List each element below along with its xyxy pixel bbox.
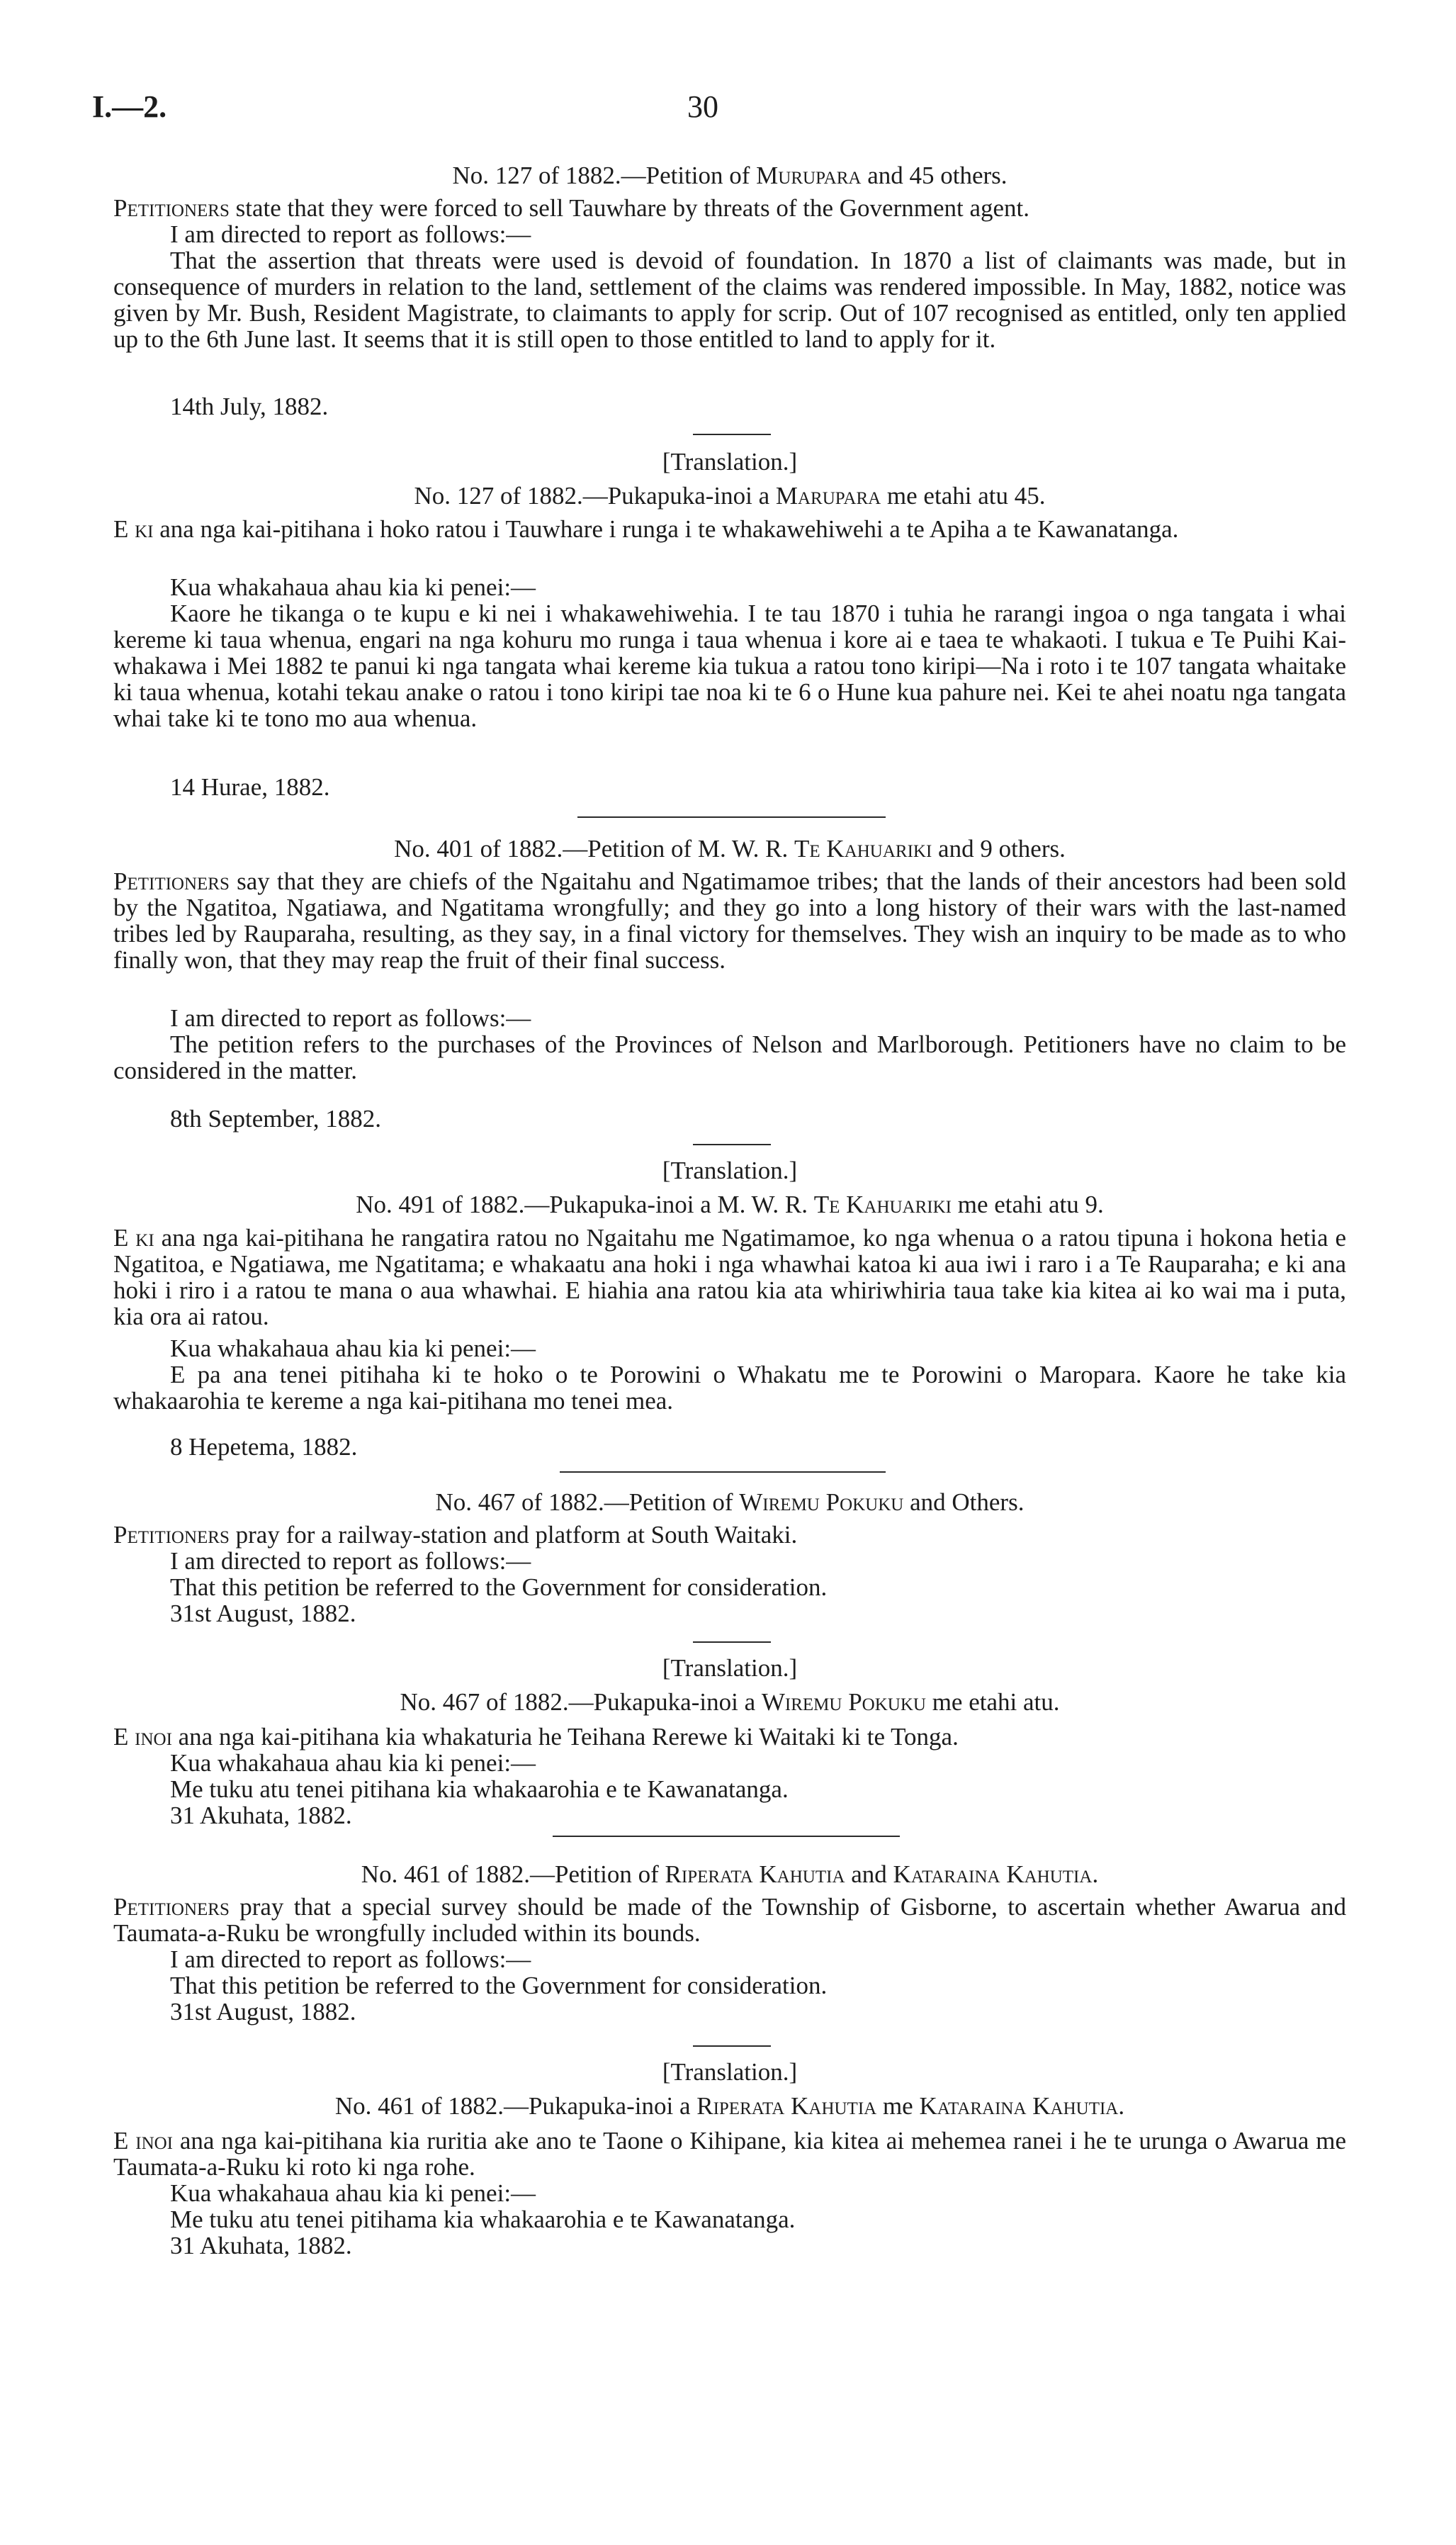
translation-report: Me tuku atu tenei pitihama kia whakaarohia e te Kawanatanga.	[170, 2206, 796, 2233]
section-divider	[577, 816, 886, 818]
report-text: That this petition be referred to the Government for consideration.	[170, 1573, 828, 1601]
translation-date: 31 Akuhata, 1882.	[170, 2232, 352, 2259]
translation-summary: E inoi ana nga kai-pitihana kia ruritia ake ano te Taone o Kihipane, kia kitea ai mehemea ranei i he te urunga o Awarua me Taumata-a-Ruku ki roto ki nga rohe.	[113, 2127, 1347, 2181]
short-divider	[693, 1641, 771, 1643]
section-divider	[553, 1836, 900, 1837]
series-reference: I.—2.	[92, 89, 167, 124]
petition-title: No. 401 of 1882.—Petition of M. W. R. Te Kahuariki and 9 others.	[394, 835, 1066, 863]
translation-title: No. 467 of 1882.—Pukapuka-inoi a Wiremu Pokuku me etahi atu.	[400, 1688, 1060, 1716]
translation-label: [Translation.]	[662, 1157, 798, 1184]
report-date: 31st August, 1882.	[170, 1998, 356, 2026]
petitioner-name: Riperata Kahutia	[665, 1860, 845, 1888]
petition-summary: Petitioners pray that a special survey should be made of the Township of Gisborne, to ascertain whether Awarua and Taumata-a-Ruku be wrongfully included within its bounds.	[113, 1893, 1346, 1947]
translation-date: 8 Hepetema, 1882.	[170, 1433, 358, 1461]
petitioner-name: Murupara	[756, 162, 862, 189]
petition-title: No. 127 of 1882.—Petition of Murupara and 45 others.	[452, 162, 1008, 189]
translation-label: [Translation.]	[662, 2058, 798, 2086]
translation-report: Kaore he tikanga o te kupu e ki nei i whakawehiwehia. I te tau 1870 i tuhia he rarangi ingoa o nga tangata i whai kereme ki taua whenua, engari na nga kohuru mo runga i taua whenua i kore ai e taea te whakaoti. I tukua e Te Puihi Kai-whakawa i Mei 1882 te panui ki nga tangata whai kereme kia tukua a ratou tono kiripi—Na i roto i te 107 tangata whaitake ki taua whenua, kotahi tekau anake o ratou i tono kiripi tae noa ki te 6 o Hune kua pahure nei. Kei te ahei noatu nga tangata whai take ki te tono mo aua whenua.	[113, 600, 1346, 732]
translation-date: 31 Akuhata, 1882.	[170, 1802, 352, 1829]
petition-summary: Petitioners state that they were forced to sell Tauwhare by threats of the Government agent.	[113, 194, 1030, 222]
report-directive: I am directed to report as follows:—	[170, 220, 531, 248]
translation-title: No. 127 of 1882.—Pukapuka-inoi a Marupara me etahi atu 45.	[414, 482, 1046, 510]
translation-directive: Kua whakahaua ahau kia ki penei:—	[170, 1749, 536, 1777]
report-text: That the assertion that threats were used is devoid of foundation. In 1870 a list of claimants was made, but in consequence of murders in relation to the land, settlement of the claims was rendered impossible. In May, 1882, notice was given by Mr. Bush, Resident Magistrate, to claimants to apply for scrip. Out of 107 recognised as entitled, only ten applied up to the 6th June last. It seems that it is still open to those entitled to land to apply for it.	[113, 247, 1346, 353]
short-divider	[693, 434, 771, 435]
section-divider	[560, 1471, 886, 1473]
petitioner-name: Wiremu Pokuku	[739, 1488, 904, 1516]
petition-title: No. 461 of 1882.—Petition of Riperata Kahutia and Kataraina Kahutia.	[361, 1860, 1099, 1888]
petition-title: No. 467 of 1882.—Petition of Wiremu Pokuku and Others.	[435, 1488, 1025, 1516]
translation-summary: E ki ana nga kai-pitihana he rangatira ratou no Ngaitahu me Ngatimamoe, ko nga whenua o a ratou tipuna i hokona hetia e Ngatitoa, e Ngatiawa, me Ngatitama; e whakaatu ana hoki i nga whawhai katoa ki aua iwi i raro i a Te Rauparaha; e ki ana hoki i riro i a ratou te mana o aua whawhai. E hiahia ana ratou kia ata whiriwhiria taua take kia kitea ai ko wai ma i puta, kia ora ai ratou.	[113, 1224, 1346, 1330]
petition-summary: Petitioners say that they are chiefs of the Ngaitahu and Ngatimamoe tribes; that the lands of their ancestors had been sold by the Ngatitoa, Ngatiawa, and Ngatitama wrongfully; and they go into a long history of their wars with the last-named tribes led by Rauparaha, resulting, as they say, in a final victory for themselves. They wish an inquiry to be made as to who finally won, that they may reap the fruit of their final success.	[113, 867, 1346, 974]
translation-report: E pa ana tenei pitihaha ki te hoko o te Porowini o Whakatu me te Porowini o Maropara. Kaore he take kia whakaarohia te kereme a nga kai-pitihana mo tenei mea.	[113, 1361, 1346, 1415]
translation-label: [Translation.]	[662, 448, 798, 476]
report-date: 8th September, 1882.	[170, 1105, 381, 1133]
petition-summary: Petitioners pray for a railway-station and platform at South Waitaki.	[113, 1521, 798, 1549]
translation-title: No. 461 of 1882.—Pukapuka-inoi a Riperata Kahutia me Kataraina Kahutia.	[334, 2092, 1125, 2120]
report-text: That this petition be referred to the Government for consideration.	[170, 1972, 828, 1999]
report-directive: I am directed to report as follows:—	[170, 1547, 531, 1575]
report-directive: I am directed to report as follows:—	[170, 1945, 531, 1973]
report-date: 14th July, 1882.	[170, 393, 329, 420]
translation-directive: Kua whakahaua ahau kia ki penei:—	[170, 573, 536, 601]
translation-summary: E inoi ana nga kai-pitihana kia whakaturia he Teihana Rerewe ki Waitaki ki te Tonga.	[113, 1723, 959, 1751]
translation-directive: Kua whakahaua ahau kia ki penei:—	[170, 1335, 536, 1362]
translation-title: No. 491 of 1882.—Pukapuka-inoi a M. W. R. Te Kahuariki me etahi atu 9.	[356, 1191, 1104, 1218]
translation-report: Me tuku atu tenei pitihana kia whakaarohia e te Kawanatanga.	[170, 1775, 789, 1803]
translation-summary: E ki ana nga kai-pitihana i hoko ratou i Tauwhare i runga i te whakawehiwehi a te Apiha a te Kawanatanga.	[113, 515, 1179, 543]
translation-label: [Translation.]	[662, 1654, 798, 1682]
petitioner-name: Te Kahuariki	[794, 835, 932, 863]
translation-directive: Kua whakahaua ahau kia ki penei:—	[170, 2179, 536, 2207]
page-number: 30	[687, 89, 718, 124]
short-divider	[693, 2045, 771, 2047]
report-directive: I am directed to report as follows:—	[170, 1004, 531, 1032]
report-date: 31st August, 1882.	[170, 1600, 356, 1627]
report-text: The petition refers to the purchases of the Provinces of Nelson and Marlborough. Petitioners have no claim to be considered in the matter.	[113, 1030, 1346, 1084]
translation-date: 14 Hurae, 1882.	[170, 773, 330, 801]
petitioner-name: Kataraina Kahutia	[893, 1860, 1093, 1888]
short-divider	[693, 1144, 771, 1145]
